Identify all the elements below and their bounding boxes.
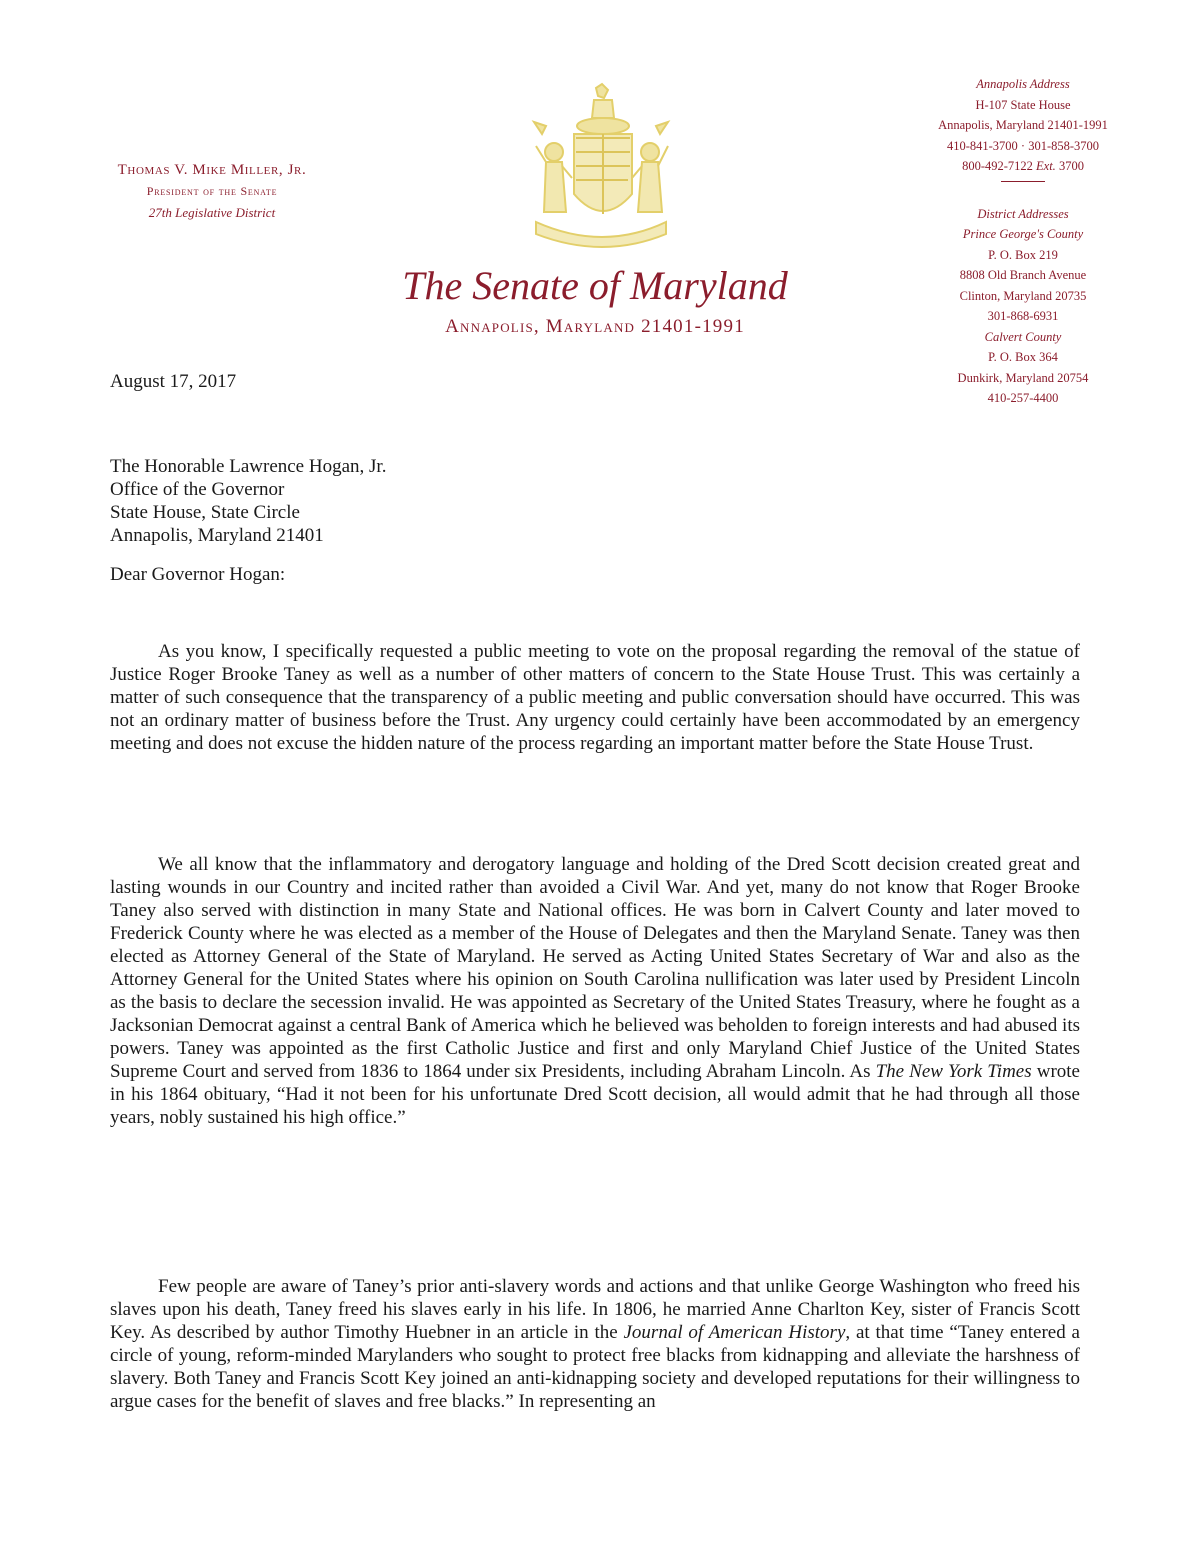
calvert-address-line: P. O. Box 364 <box>988 350 1058 364</box>
journal-title: Journal of American History <box>623 1322 846 1343</box>
address-divider <box>1001 181 1045 182</box>
publication-title: The New York Times <box>875 1061 1032 1082</box>
annapolis-address-line: H-107 State House <box>975 97 1071 112</box>
tollfree-ext-label: Ext. <box>1036 159 1056 173</box>
letter-date: August 17, 2017 <box>110 371 237 392</box>
annapolis-phone-line: 410-841-3700 · 301-858-3700 <box>946 138 1100 153</box>
pg-phone-line: 301-868-6931 <box>987 309 1059 323</box>
pg-address-line: Clinton, Maryland 20735 <box>959 288 1087 303</box>
recipient-line: Office of the Governor <box>110 479 285 500</box>
tollfree-number: 800-492-7122 <box>962 159 1037 173</box>
annapolis-address-line: Annapolis, Maryland 21401-1991 <box>938 118 1108 132</box>
sender-block <box>92 160 332 223</box>
body-paragraph-2 <box>110 853 1080 1129</box>
annapolis-address-heading: Annapolis Address <box>976 77 1070 91</box>
tollfree-ext: 3700 <box>1055 159 1084 173</box>
body-paragraph-1: As you know, I specifically requested a public meeting to vote on the proposal regarding the removal of the statue of Justice Roger Brooke Taney as well as a number of other matters of concern to the State House Trust. This was certainly a matter of such consequence that the transparency of a public meeting and public conversation should have occurred. This was not an ordinary matter of business before the Trust. Any urgency could certainly have been accommodated by an emergency meeting and does not excuse the hidden nature of the process regarding an important matter before the State House Trust. <box>110 641 1080 754</box>
pg-county-heading: Prince George's County <box>962 227 1084 241</box>
annapolis-tollfree-line <box>918 156 1128 177</box>
sender-district: 27th Legislative District <box>148 205 276 220</box>
calvert-county-heading: Calvert County <box>984 329 1062 344</box>
pg-address-line: 8808 Old Branch Avenue <box>959 268 1087 282</box>
calvert-address-line: Dunkirk, Maryland 20754 <box>957 370 1089 385</box>
salutation: Dear Governor Hogan: <box>110 564 286 585</box>
recipient-line: The Honorable Lawrence Hogan, Jr. <box>110 456 387 477</box>
addresses-block <box>918 74 1128 409</box>
paragraph-text: wrote in his 1864 obituary, “Had it not been for his unfortunate Dred Scott decision, all would admit that he had through all those years, nobly sustained his high office.” <box>110 1061 1080 1128</box>
sender-role: President of the Senate <box>146 184 278 198</box>
pg-address-line: P. O. Box 219 <box>988 247 1058 262</box>
letterhead-city: Annapolis, Maryland 21401-1991 <box>445 316 745 337</box>
paragraph-text: We all know that the inflammatory and derogatory language and holding of the Dred Scott decision created great and lasting wounds in our Country and incited rather than avoided a Civil War. And yet, many do not know that Roger Brooke Taney also served with distinction in many State and National offices. He was born in Calvert County and later moved to Frederick County where he was elected as a member of the House of Delegates and then the Maryland Senate. Taney was then elected as Attorney General of the State of Maryland. He served as Acting United States Secretary of War and also as the Attorney General for the United States where his opinion on South Carolina nullification was later used by President Lincoln as the basis to declare the secession invalid. He was appointed as Secretary of the United States Treasury, where he fought as a Jacksonian Democrat against a central Bank of America which he believed was beholden to foreign interests and had abused its powers. Taney was appointed as the first Catholic Justice and first and only Maryland Chief Justice of the United States Supreme Court and served from 1836 to 1864 under six Presidents, including Abraham Lincoln. As <box>110 854 1080 1082</box>
paragraph-text: Few people are aware of Taney’s prior anti-slavery words and actions and that unlike George Washington who freed his slaves upon his death, Taney freed his slaves early in his life. In 1806, he married Anne Charlton Key, sister of Francis Scott Key. As described by author Timothy Huebner in an article in the <box>110 1276 1080 1343</box>
district-addresses-heading: District Addresses <box>977 206 1069 221</box>
paragraph-text: , at that time “Taney entered a circle of young, reform-minded Marylanders who sought to protect free blacks from kidnapping and alleviate the harshness of slavery. Both Taney and Francis Scott Key joined an anti-kidnapping society and developed reputations for their willingness to argue cases for the benefit of slaves and free blacks.” In representing an <box>110 1322 1080 1412</box>
letterhead-title: The Senate of Maryland <box>402 263 788 308</box>
body-paragraph-3 <box>110 1275 1080 1413</box>
recipient-line: State House, State Circle <box>110 502 300 523</box>
recipient-line: Annapolis, Maryland 21401 <box>110 525 324 546</box>
calvert-phone-line: 410-257-4400 <box>987 391 1059 405</box>
maryland-state-seal-icon <box>516 82 686 262</box>
recipient-block <box>110 455 386 547</box>
sender-name: Thomas V. Mike Miller, Jr. <box>117 162 307 178</box>
